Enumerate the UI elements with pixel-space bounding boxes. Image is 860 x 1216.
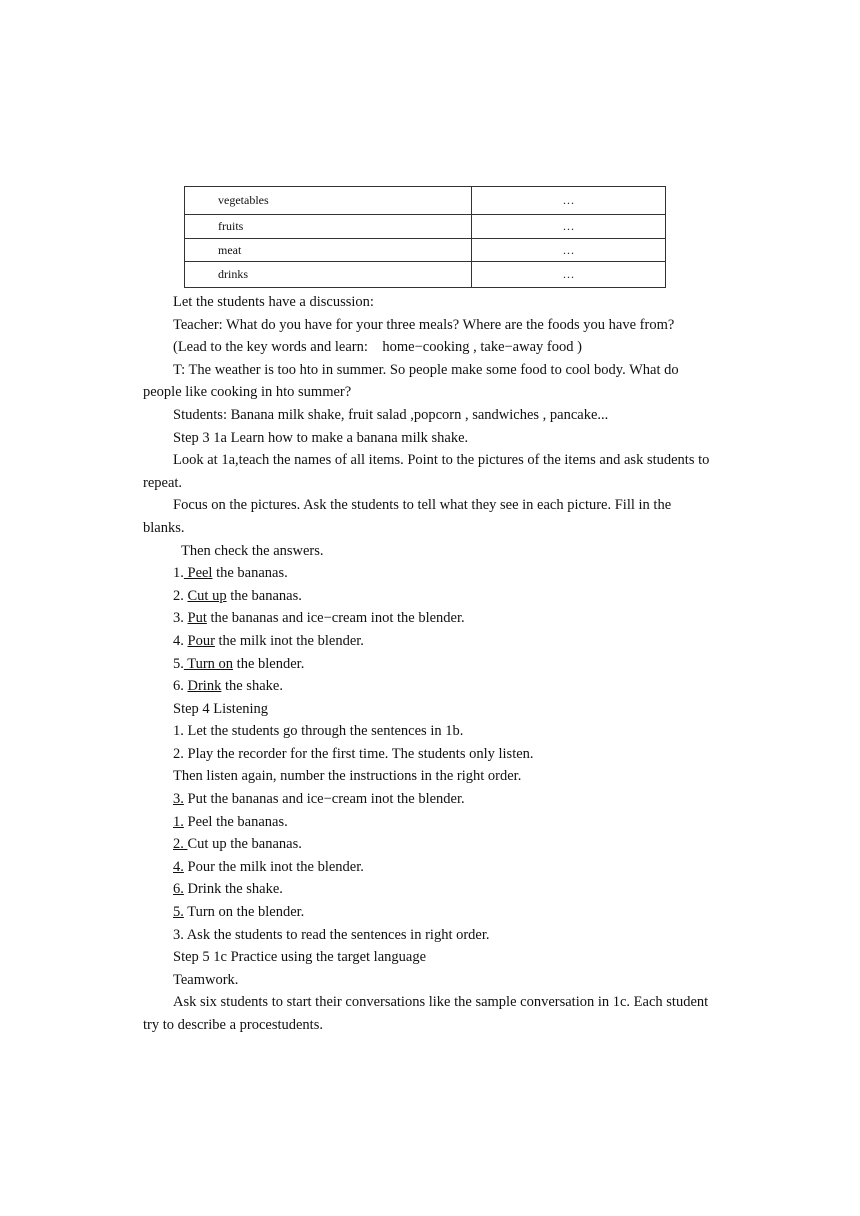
step-heading: Step 4 Listening [173, 700, 269, 717]
paragraph: T: The weather is too hto in summer. So people make some food to cool body. What do people like cooking in hto summer? [143, 361, 679, 401]
table-cell-value: … [472, 187, 666, 215]
table-row [185, 187, 666, 215]
table-cell-value: … [472, 239, 666, 262]
paragraph: Teacher: What do you have for your three meals? Where are the foods you have from? [173, 316, 675, 333]
answer-key: Drink [187, 678, 222, 695]
ordered-line: 2. Cut up the bananas. [173, 836, 302, 853]
order-number: 5. [173, 904, 184, 921]
paragraph: Then check the answers. [181, 542, 324, 559]
paragraph: 1. Let the students go through the sentences in 1b. [173, 723, 464, 740]
table-row [185, 215, 666, 239]
answer-line: 5. Turn on the blender. [173, 655, 305, 672]
table-cell-item: fruits [185, 215, 472, 239]
answer-line: 1. Peel the bananas. [173, 565, 288, 582]
step-heading: Step 5 1c Practice using the target language [173, 949, 426, 966]
answer-key: Cut up [187, 587, 227, 604]
order-number: 1. [173, 813, 184, 830]
paragraph: (Lead to the key words and learn: home−cooking , take−away food ) [173, 339, 582, 356]
paragraph: Then listen again, number the instructions in the right order. [173, 768, 522, 785]
table-cell-item: drinks [185, 262, 472, 288]
order-number: 3. [173, 791, 184, 808]
paragraph: Teamwork. [173, 971, 239, 988]
paragraph: Students: Banana milk shake, fruit salad ,popcorn , sandwiches , pancake... [173, 406, 609, 423]
table-cell-value: … [472, 215, 666, 239]
order-number: 4. [173, 858, 184, 875]
answer-line: 2. Cut up the bananas. [173, 587, 302, 604]
answer-key: Turn on [183, 655, 234, 672]
table-cell-item: meat [185, 239, 472, 262]
ordered-line: 3. Put the bananas and ice−cream inot the blender. [173, 791, 465, 808]
answer-key: Put [187, 610, 207, 627]
ordered-line: 1. Peel the bananas. [173, 813, 288, 830]
table-row [185, 262, 666, 288]
table-cell-item: vegetables [185, 187, 472, 215]
order-number: 2. [173, 836, 188, 853]
table-row [185, 239, 666, 262]
order-number: 6. [173, 881, 184, 898]
answer-line: 3. Put the bananas and ice−cream inot the blender. [173, 610, 465, 627]
paragraph: Let the students have a discussion: [173, 294, 374, 310]
ordered-line: 5. Turn on the blender. [173, 904, 305, 921]
paragraph: Focus on the pictures. Ask the students to tell what they see in each picture. Fill in the blanks. [143, 497, 672, 536]
table-cell-value: … [472, 262, 666, 288]
step-heading: Step 3 1a Learn how to make a banana milk shake. [173, 429, 469, 446]
answer-key: Peel [183, 565, 213, 582]
paragraph: 3. Ask the students to read the sentences in right order. [173, 926, 490, 943]
food-table [184, 186, 666, 288]
paragraph: 2. Play the recorder for the first time. The students only listen. [173, 745, 534, 762]
ordered-line: 4. Pour the milk inot the blender. [173, 858, 364, 875]
answer-key: Pour [187, 632, 215, 649]
body-text [143, 291, 713, 1037]
answer-line: 6. Drink the shake. [173, 678, 283, 695]
paragraph: Ask six students to start their conversations like the sample conversation in 1c. Each student try to describe a procestudents. [143, 994, 709, 1033]
answer-line: 4. Pour the milk inot the blender. [173, 632, 364, 649]
ordered-line: 6. Drink the shake. [173, 881, 283, 898]
paragraph: Look at 1a,teach the names of all items. Point to the pictures of the items and ask students to repeat. [143, 452, 710, 491]
